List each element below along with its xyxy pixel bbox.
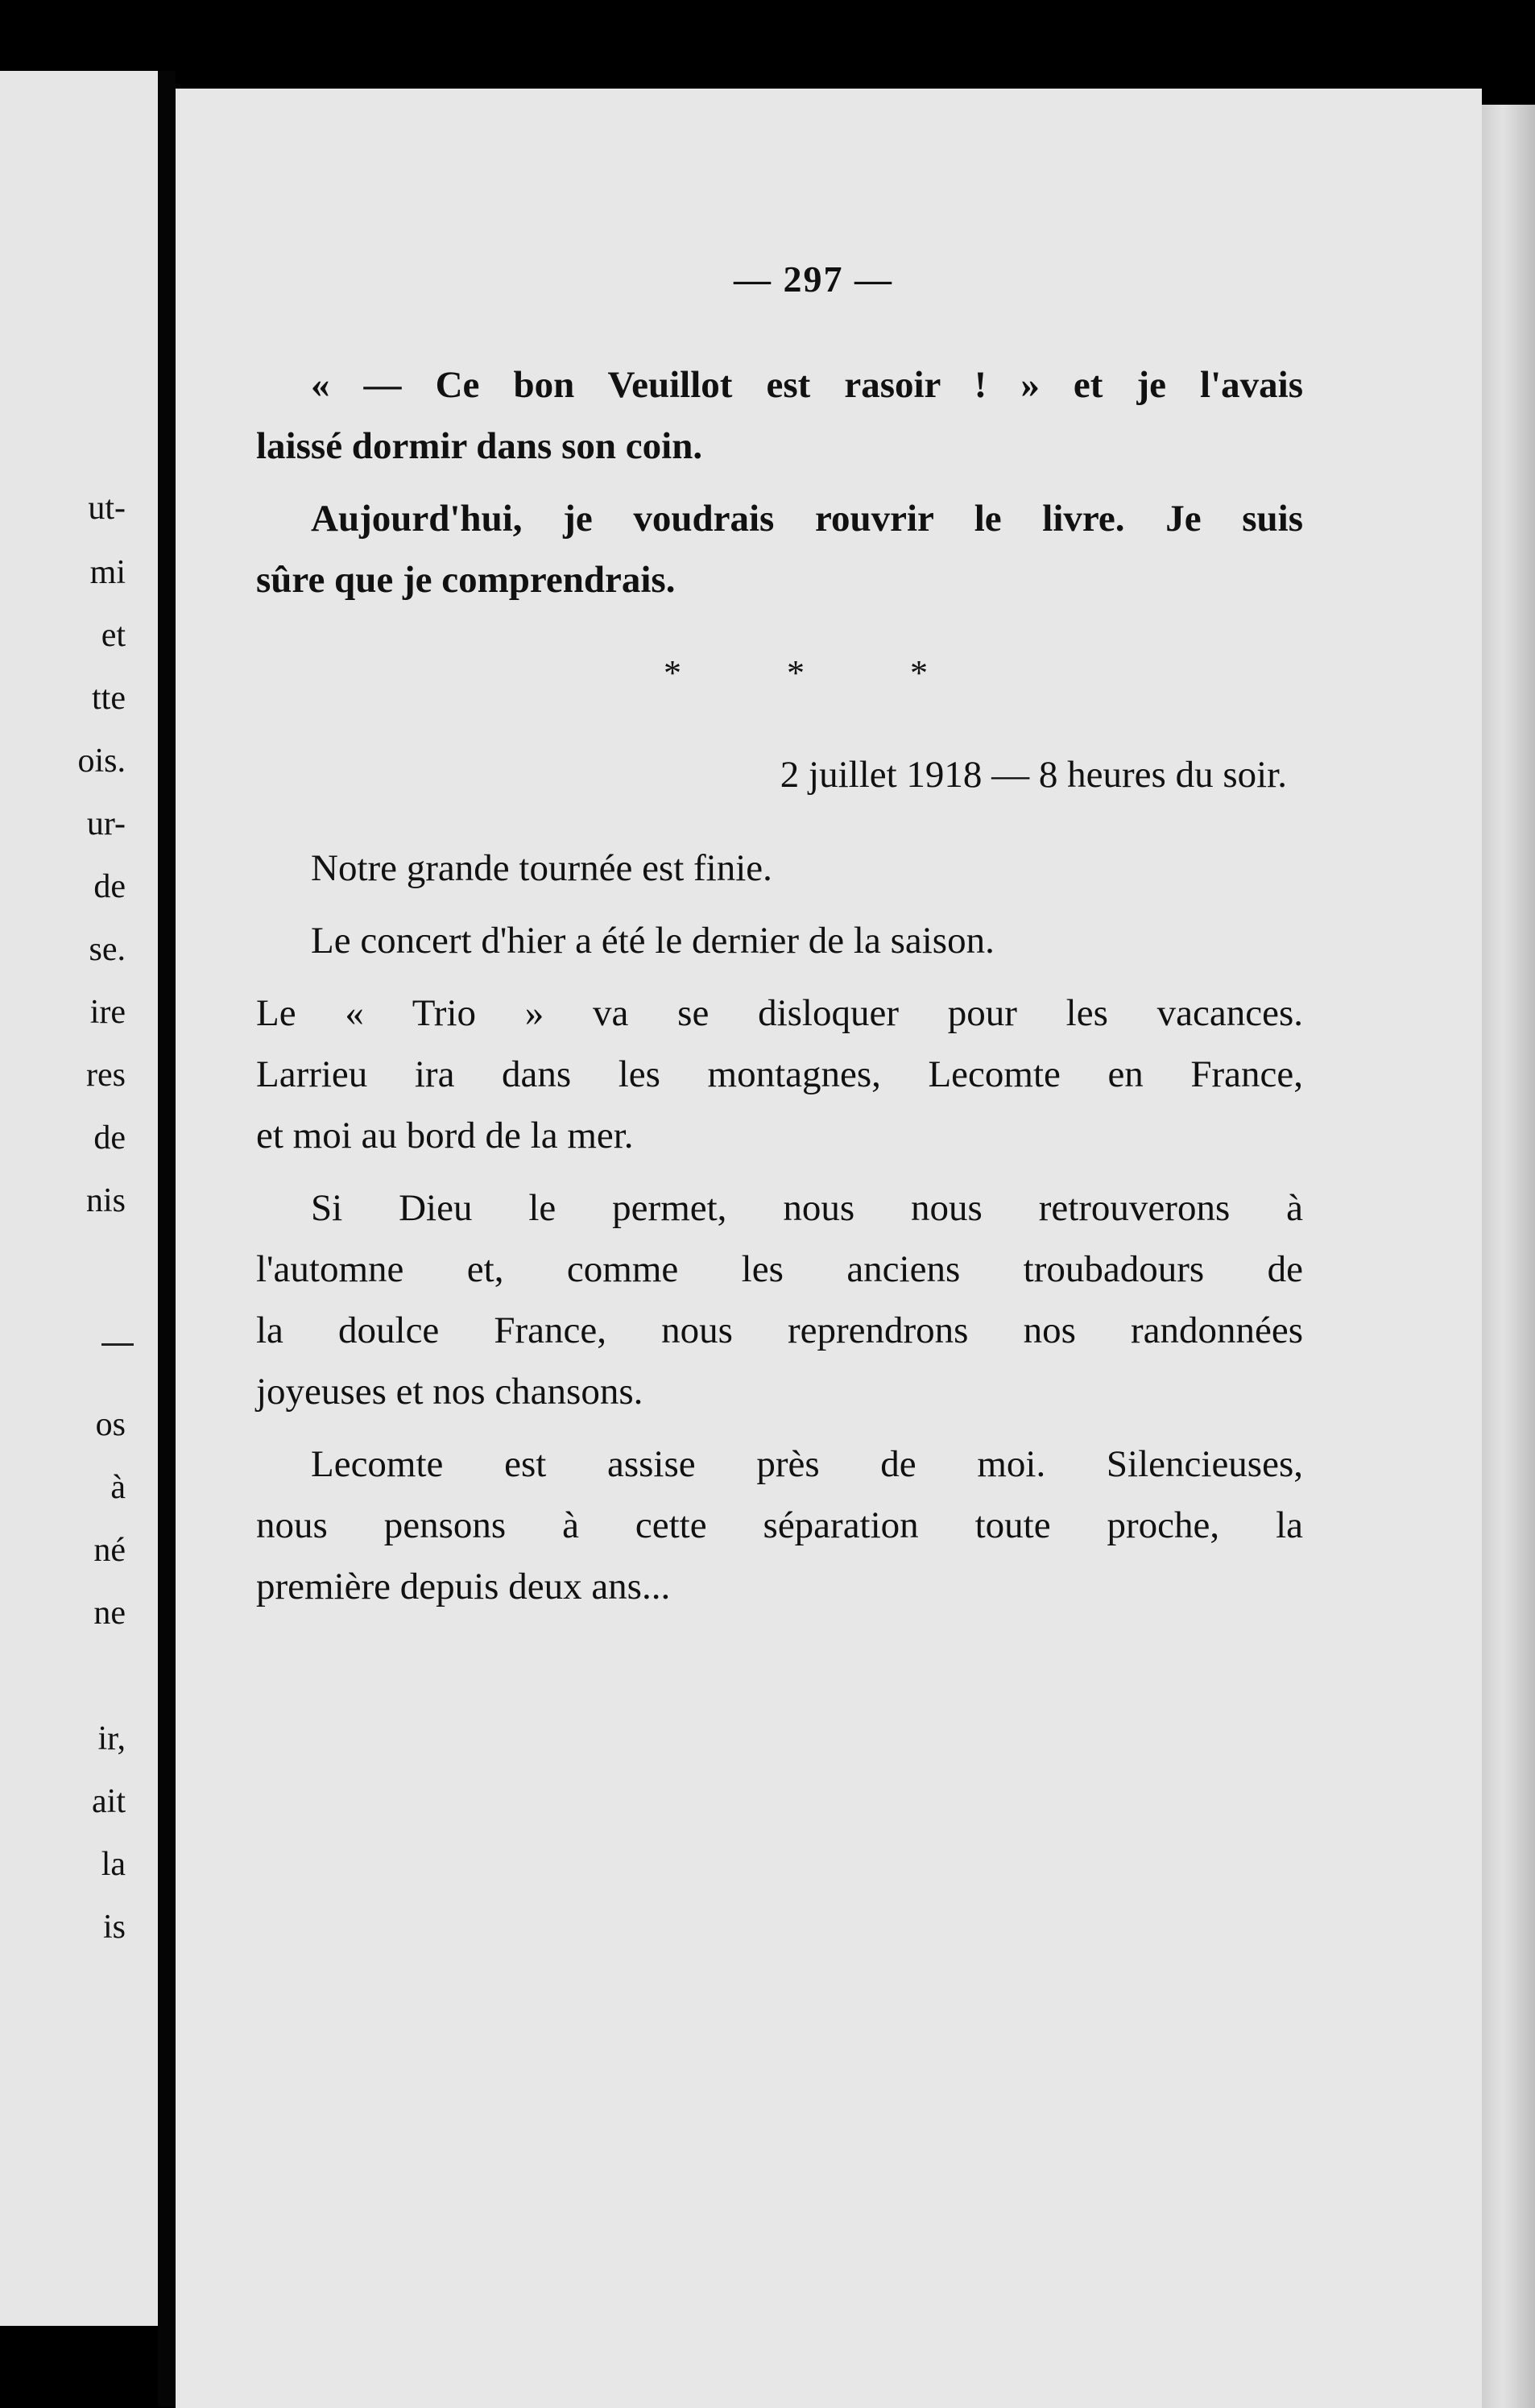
left-page-fragment: mi	[89, 554, 126, 591]
paragraph	[256, 1177, 1303, 1422]
text-line: Larrieu ira dans les montagnes, Lecomte en France,	[256, 1053, 1303, 1095]
text-line: et moi au bord de la mer.	[256, 1115, 634, 1156]
text-line: laissé dormir dans son coin.	[256, 425, 703, 467]
left-page-fragment: ne	[93, 1595, 126, 1632]
left-page-fragment: is	[102, 1909, 126, 1946]
left-page-fragment: ait	[92, 1783, 126, 1820]
text-line: Si Dieu le permet, nous nous retrouverons à	[311, 1187, 1303, 1229]
paragraph	[256, 1434, 1303, 1617]
left-facing-page	[0, 71, 158, 2326]
left-page-fragment: ir,	[97, 1720, 126, 1757]
paragraph	[256, 354, 1303, 477]
left-page-fragment: ur-	[86, 805, 126, 842]
page-body	[256, 354, 1303, 1617]
left-page-fragment: de	[93, 868, 126, 905]
text-line: Aujourd'hui, je voudrais rouvrir le livre. Je suis	[311, 498, 1303, 540]
page-number: — 297 —	[734, 259, 893, 300]
text-line: première depuis deux ans...	[256, 1566, 671, 1607]
paragraph	[256, 838, 1303, 899]
text-line: Lecomte est assise près de moi. Silencieuses,	[311, 1443, 1303, 1485]
paragraph	[256, 488, 1303, 610]
left-page-fragment: res	[86, 1057, 126, 1094]
section-separator: * * *	[664, 653, 976, 693]
text-line: « — Ce bon Veuillot est rasoir ! » et je l'avais	[311, 364, 1303, 406]
left-page-fragment: se.	[89, 931, 126, 968]
left-page-fragment: ut-	[88, 490, 126, 527]
left-page-fragment: la	[101, 1846, 126, 1883]
page-edge	[1482, 105, 1535, 2408]
left-page-fragment: nis	[85, 1182, 126, 1219]
left-page-fragment: né	[93, 1532, 126, 1569]
text-line: la doulce France, nous reprendrons nos randonnées	[256, 1310, 1303, 1351]
paragraph	[256, 910, 1303, 971]
left-page-fragment: et	[101, 617, 126, 654]
text-line: nous pensons à cette séparation toute proche, la	[256, 1504, 1303, 1546]
book-gutter	[158, 71, 176, 2406]
left-page-rule	[101, 1343, 134, 1346]
left-page-fragment: de	[93, 1119, 126, 1156]
text-line: l'automne et, comme les anciens troubadours de	[256, 1248, 1303, 1290]
text-line: Notre grande tournée est finie.	[311, 847, 772, 889]
text-line: sûre que je comprendrais.	[256, 559, 676, 601]
dateline: 2 juillet 1918 — 8 heures du soir.	[780, 754, 1287, 796]
left-page-fragment: ire	[89, 994, 126, 1031]
left-page-fragment: à	[110, 1469, 126, 1506]
text-line: Le concert d'hier a été le dernier de la saison.	[311, 920, 995, 962]
left-page-fragment: ois.	[77, 743, 126, 780]
left-page-fragment: os	[95, 1406, 126, 1443]
text-line: Le « Trio » va se disloquer pour les vacances.	[256, 992, 1303, 1034]
paragraph	[256, 983, 1303, 1166]
text-line: joyeuses et nos chansons.	[256, 1371, 643, 1413]
left-page-fragment: tte	[92, 680, 126, 717]
